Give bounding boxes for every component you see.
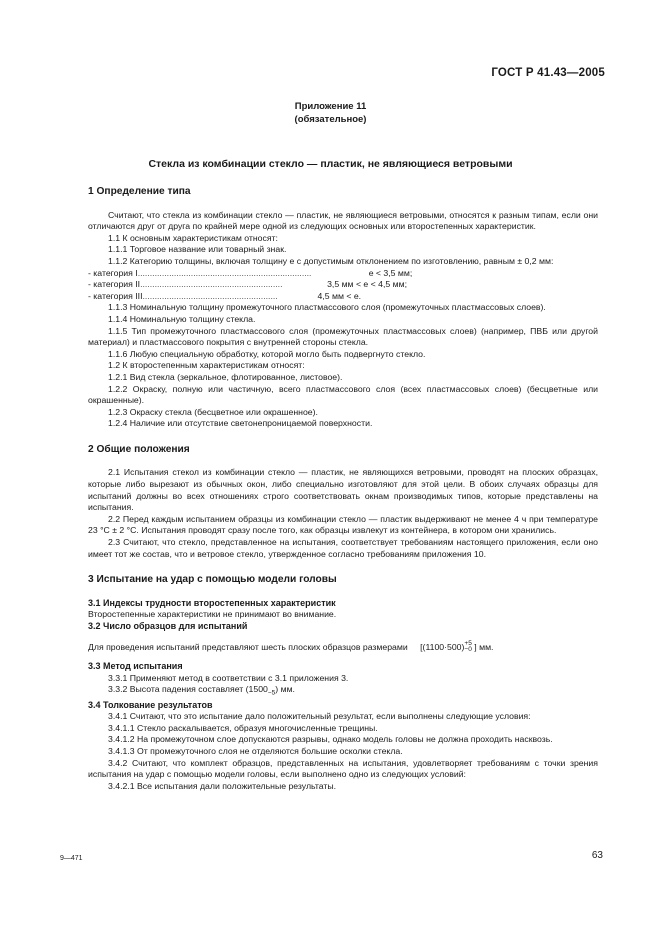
document-title: Стекла из комбинации стекло — пластик, не являющиеся ветровыми	[148, 158, 513, 170]
category-row: - категория I ........................................................................ е < 3,5 мм;	[88, 267, 413, 278]
paragraph: 1.1.4 Номинальную толщину стекла.	[108, 313, 256, 324]
paragraph: 1.2 К второстепенным характеристикам относят:	[108, 360, 305, 371]
subsection-heading: 3.1 Индексы трудности второстепенных характеристик	[88, 597, 336, 608]
paragraph: Считают, что стекла из комбинации стекло — пластик, не являющиеся ветровыми, относятся к разным типам, если они отличаются друг от друга по крайней мере одной из следующих основных или второстепенных характеристик.	[88, 209, 598, 232]
standard-number: ГОСТ Р 41.43—2005	[491, 67, 605, 79]
paragraph: 1.1.3 Номинальную толщину промежуточного пластмассового слоя (промежуточных пластмассовых слоев).	[108, 302, 546, 313]
paragraph: 1.1.6 Любую специальную обработку, которой могло быть подвергнуто стекло.	[108, 348, 426, 359]
category-row: - категория III ........................................................ 4,5 мм < е.	[88, 290, 362, 301]
body-text	[88, 186, 598, 792]
paragraph: 1.1.2 Категорию толщины, включая толщину е с допустимым отклонением по изготовлению, равным ± 0,2 мм:	[108, 255, 554, 266]
subsection-heading: 3.2 Число образцов для испытаний	[88, 621, 248, 631]
paragraph: 3.4.1.2 На промежуточном слое допускаются разрывы, однако модель головы не должна проходить насквозь.	[108, 734, 553, 745]
paragraph: 1.1 К основным характеристикам относят:	[108, 232, 278, 243]
subsection-heading: 3.4 Толкование результатов	[88, 699, 213, 710]
paragraph: 1.1.1 Торговое название или товарный знак.	[108, 244, 287, 255]
paragraph: 3.4.1.3 От промежуточного слоя не отделяются большие осколки стекла.	[108, 746, 403, 757]
paragraph: 3.4.2 Считают, что комплект образцов, представленных на испытания, удовлетворяет требованиям с точки зрения испытания на удар с помощью модели головы, если выполнено одно из следующих условий:	[88, 757, 598, 780]
tolerance: +5 −0	[464, 639, 472, 653]
paragraph: 3.4.1 Считают, что это испытание дало положительный результат, если выполнены следующие условия:	[108, 711, 531, 722]
paragraph: 1.2.3 Окраску стекла (бесцветное или окрашенное).	[108, 406, 318, 417]
paragraph: 3.3.1 Применяют метод в соответствии с 3.1 приложения 3.	[108, 672, 349, 683]
paragraph: 1.2.1 Вид стекла (зеркальное, флотированное, листовое).	[108, 371, 343, 382]
section-1-heading: 1 Определение типа	[88, 186, 191, 197]
paragraph: 2.3 Считают, что стекло, представленное на испытания, соответствует требованиям настоящего приложения, если оно имеет тот же состав, что и ветровое стекло, утвержденное согласно требованиям приложения 10.	[88, 537, 598, 559]
page-number: 63	[591, 850, 603, 861]
annex-label	[0, 100, 661, 126]
paragraph: 1.2.4 Наличие или отсутствие светонепроницаемой поверхности.	[108, 418, 373, 429]
paragraph: 1.2.2 Окраску, полную или частичную, всего пластмассового слоя (всех пластмассовых слоев) (бесцветные или окрашенные).	[88, 383, 598, 406]
section-3-heading: 3 Испытание на удар с помощью модели головы	[88, 574, 337, 586]
paragraph: 2.1 Испытания стекол из комбинации стекло — пластик, не являющихся ветровыми, проводят на плоских образцах, которые либо вырезают из обычных окон, либо специально изготовляют для этой цели. В обоих случаях образцы для испытаний должны во всех отношениях строго соответствовать окнам производимых типов, которые представлены на испытания.	[88, 467, 598, 513]
paragraph: 3.4.1.1 Стекло раскалывается, образуя многочисленные трещины.	[108, 722, 378, 733]
paragraph: 2.2 Перед каждым испытанием образцы из комбинации стекло — пластик выдерживают не менее 4 ч при температуре 23 °С ± 2 °С. Испытания проводят сразу после того, как образцы извлекут из контейнера, в котором они хранились.	[88, 513, 598, 536]
paragraph: 1.1.5 Тип промежуточного пластмассового слоя (промежуточных пластмассовых слоев) (например, ПВБ или другой материал) и пластмассового покрытия с внутренней стороны стекла.	[88, 325, 598, 348]
annex-title: Приложение 11	[294, 101, 367, 112]
paragraph: Второстепенные характеристики не принимают во внимание.	[88, 609, 337, 620]
paragraph-drop-height: 3.3.2 Высота падения составляет $(1500_{-5})$ мм.	[108, 684, 295, 698]
paragraph: 3.4.2.1 Все испытания дали положительные результаты.	[108, 780, 337, 791]
print-code: 9—471	[60, 855, 83, 862]
annex-status: (обязательное)	[294, 114, 367, 125]
section-2-heading: 2 Общие положения	[88, 443, 190, 455]
paragraph-sample-size: Для проведения испытаний представляют шесть плоских образцов размерами [(1100·500) +5 −0 ] мм.	[88, 639, 494, 653]
subsection-heading: 3.3 Метод испытания	[88, 661, 183, 672]
category-row: - категория II ........................................................... 3,5 мм < е < 4,5 мм;	[88, 279, 408, 290]
